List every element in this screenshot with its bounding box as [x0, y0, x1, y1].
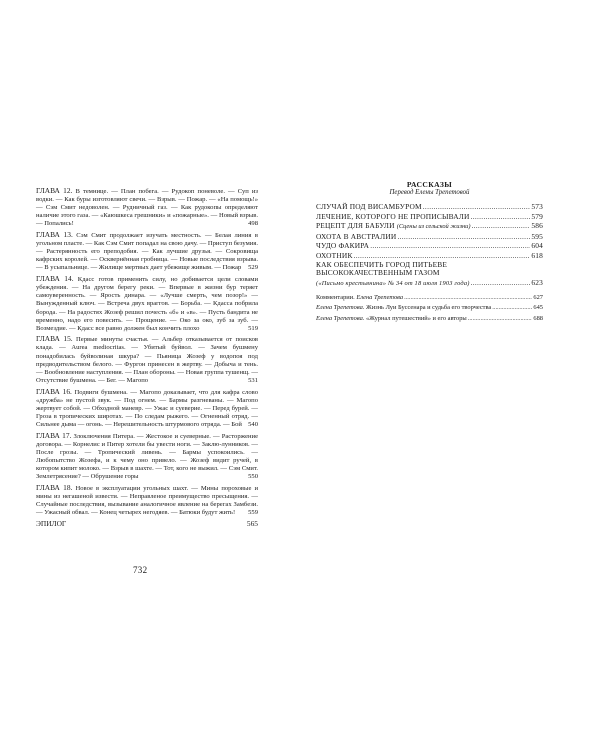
dot-leader — [492, 303, 532, 313]
note-author: Елена Трепетова — [356, 293, 404, 301]
story-title: ЛЕЧЕНИЕ, КОТОРОГО НЕ ПРОПИСЫВАЛИ — [316, 211, 470, 221]
chapter-summary: Злоключения Питера. — Жестокое и суеверные. — Расторжение договора. — Корнелис и Питер хотели бы увести ноги. — Заклю-лунников. — После грозы. — Тропический ливень. — Бармы успокоились. — Любопытство Жозефа, и к чему оно привело. — Жозеф видит ручей, в котором кипит молоко. — Взрыв в шахте. — Тот, кого не выжил. — Сэм Смит. Землетрясение? — Обрушение горы — [36, 432, 259, 481]
dot-leader — [471, 212, 531, 222]
toc-entry-long-story — [316, 261, 543, 289]
note-title: «Журнал путешествий» и его авторы — [365, 314, 467, 322]
chapter-contents — [36, 187, 258, 530]
section-subtitle: Перевод Елены Трепетовой — [389, 189, 470, 196]
chapter-summary: Сэм Смит продолжает изучать местность. — Белая линия в угольном пласте. — Как Сэм Смит попадал на свою дачу. — Приступ безумия. — Растерянность его преподобия. — Как лучшие друзья. — Сокровища кафрских королей. — Осквернённая гробница. — Новые последствия взрыва. — В усыпальнице. — Жилище мертвых дает убежище живым. — Пожар — [36, 232, 258, 272]
story-title-wrap — [316, 221, 470, 232]
toc-entry-essay — [316, 314, 543, 324]
section-title: РАССКАЗЫ — [406, 180, 453, 189]
note-text — [316, 303, 491, 313]
toc-entry-chapter-12 — [36, 187, 258, 228]
toc-entry-chapter-16 — [36, 388, 258, 429]
toc-entry-essay — [316, 303, 543, 313]
note-title: Жизнь Луи Буссенара и судьба его творчества — [365, 304, 492, 312]
story-title: РЕЦЕПТ ДЛЯ БАБУЛИ — [316, 221, 395, 231]
story-title-note: (Сцены из сельской жизни) — [396, 223, 471, 231]
page-number: 627 — [533, 293, 543, 301]
chapter-heading: ГЛАВА 14. — [36, 274, 74, 284]
chapter-heading: ГЛАВА 18. — [36, 482, 73, 492]
note-author: Елена Трепетова. — [316, 304, 365, 312]
stories-contents — [316, 180, 543, 324]
page-number: 519 — [248, 324, 258, 332]
dot-leader — [397, 232, 530, 242]
epilog-label: ЭПИЛОГ — [36, 518, 67, 528]
story-title: ЧУДО ФАКИРА — [316, 241, 370, 251]
page-number: 573 — [531, 202, 543, 211]
page-number: 618 — [531, 250, 543, 260]
toc-entry-story — [316, 232, 543, 242]
dot-leader — [404, 293, 532, 303]
toc-entry-commentary — [316, 293, 543, 303]
toc-entry-chapter-18 — [36, 484, 258, 517]
chapter-heading: ГЛАВА 12. — [36, 186, 73, 195]
story-title-line: КАК ОБЕСПЕЧИТЬ ГОРОД ПИТЬЕВЕ — [316, 259, 448, 269]
dot-leader — [471, 278, 531, 288]
toc-entry-story — [316, 221, 543, 232]
toc-entry-story — [316, 212, 543, 222]
page-number: 498 — [248, 220, 258, 228]
page-number: 604 — [531, 241, 543, 251]
dot-leader — [471, 221, 530, 231]
chapter-summary: Первые минуты счастья. — Альбер отказывается от поисков клада. — Aurea mediocritas. — Убитый буйвол. — Зачем бушмену понадобилась буйволиная шкура? — Пьяница Жозеф у водопоя под предводительством белого. — Фургон принесен в жертву. — Добыча и тень. — Вообновление наступления. — План обороны. — Новая группа тушенщ. — Отсутствие бушмена. — Бег. — Магопо — [36, 336, 259, 384]
page-number: 529 — [248, 264, 258, 272]
note-label: Комментарии. — [316, 293, 355, 301]
chapter-summary: Новое в эксплуатации угольных шахт. — Мины пороховые и мины из негашеной извести. — Неправленое преимущество пресыщения. — Случайные последствия, вызывание аналогичное явление на берегах Замбези. — Ужасный обвал. — Конец четырех негодяев. — Батюки будут жить! — [36, 484, 258, 517]
toc-entry-chapter-15 — [36, 335, 258, 385]
page-number: 531 — [248, 376, 258, 384]
dot-leader — [370, 241, 530, 251]
chapter-heading: ГЛАВА 17. — [36, 430, 72, 440]
story-title: СЛУЧАЙ ПОД ВИСАМБУРОМ — [316, 202, 422, 211]
page-number: 540 — [248, 420, 258, 428]
toc-entry-chapter-14 — [36, 275, 258, 333]
toc-entry-epilog — [36, 520, 258, 528]
page-number: 623 — [531, 278, 543, 288]
toc-entry-story — [316, 202, 543, 212]
page-number: 579 — [531, 211, 543, 221]
right-page — [300, 0, 600, 750]
toc-entry-chapter-13 — [36, 231, 258, 272]
page-number: 550 — [248, 473, 258, 481]
story-subtitle: («Письмо крестьянина» № 34 от 18 июля 1903 года) — [316, 280, 470, 288]
page-number: 559 — [248, 509, 258, 517]
toc-entry-story — [316, 241, 543, 251]
dot-leader — [423, 202, 531, 212]
note-text — [316, 293, 403, 303]
page-number: 595 — [531, 231, 543, 241]
page-number: 688 — [533, 314, 543, 322]
chapter-heading: ГЛАВА 13. — [36, 230, 73, 240]
story-subtitle-row — [316, 278, 543, 289]
dot-leader — [468, 314, 533, 324]
chapter-heading: ГЛАВА 16. — [36, 386, 72, 396]
story-title: ОХОТА В АВСТРАЛИИ — [316, 231, 397, 241]
note-text — [316, 314, 467, 324]
story-title-line: ВЫСОКОКАЧЕСТВЕННЫМ ГАЗОМ — [316, 268, 440, 278]
story-title: ОХОТНИК — [316, 250, 353, 260]
chapter-summary: В темнице. — План побега. — Рудокоп поневоле. — Суп из водки. — Как буры изготовляют свечи. — Взрыв. — Пожар. — «На помощь!» — Сэм Смит недоволен. — Рудничный газ. — Как рудокопы определяют наличие этого газа. — «Каюшкеса грешники» и «пожарные». — Новый взрыв. — Попались! — [36, 188, 259, 228]
note-author: Елена Трепетова. — [316, 314, 365, 322]
page-number: 565 — [246, 518, 258, 528]
toc-entry-chapter-17 — [36, 432, 258, 482]
page-number: 645 — [533, 304, 543, 312]
chapter-summary: Кдасс готов применить силу, но добивается цели словами убеждения. — На другом берегу реки. — Впервые в жизни бур теряет самоуверенность. — Ярость динара. — «Лучше смерть, чем позор!» — Вынужденный ключ. — Встреча двух враггов. — Борьба. — Кдасса побрила борода. — На радостях Жозеф решил почесть «б» и «в». — Пусть бандита не временно, надо его повесить. — Прощение. — Око за око, зуб за зуб. — Возмездие. — Кдасс все равно должен был кончить плохо — [36, 276, 259, 332]
page-number: 586 — [531, 221, 543, 231]
chapter-summary: Подвиги бушмена. — Магопо доказывает, что для кафра слово «дружба» не пустой звук. — Под огнем. — Бармы разгневаны. — Магопо жертвует собой. — Обходной маневр. — Ужас и суеверие. — Перед бурей. — Гроза в тропических широтах. — По следам рыжего. — Огненный отряд. — Сильнее дыма — огонь. — Нерешительность штурмового отряда. — Бой — [36, 388, 259, 428]
chapter-heading: ГЛАВА 15. — [36, 334, 73, 344]
folio-page-number: 732 — [133, 565, 148, 575]
